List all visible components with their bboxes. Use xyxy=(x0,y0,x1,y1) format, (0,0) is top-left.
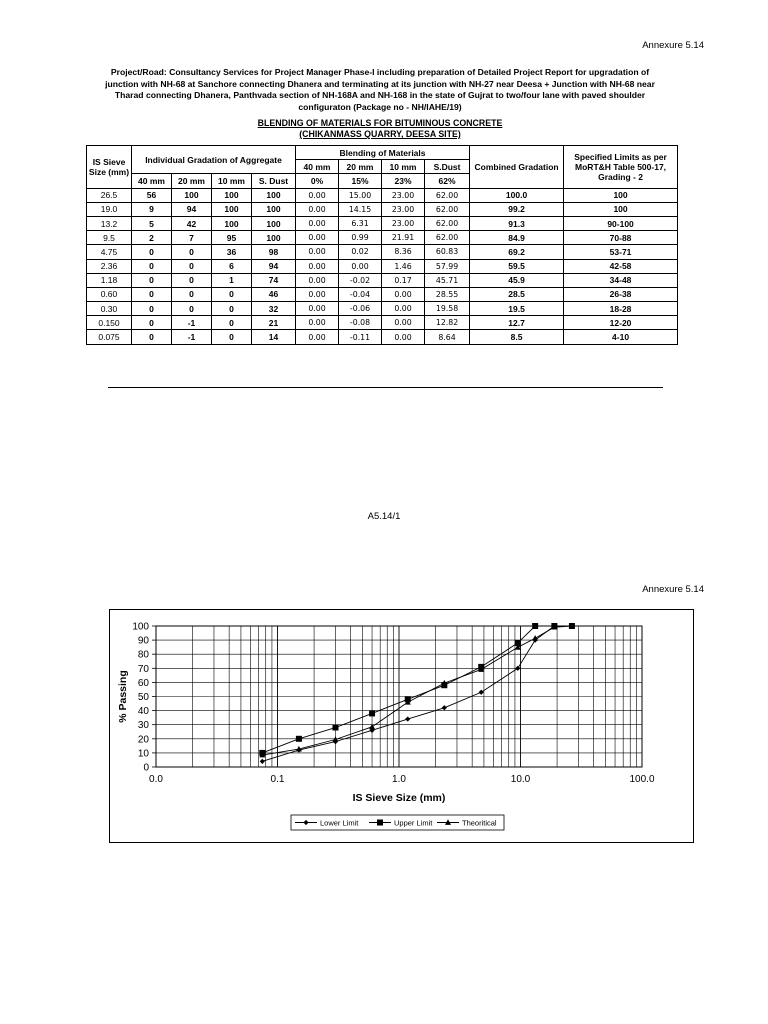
table-cell: 62.00 xyxy=(425,188,470,202)
table-cell: 5 xyxy=(132,216,172,230)
table-cell: 26-38 xyxy=(564,287,678,301)
table-cell: 0 xyxy=(132,330,172,344)
table-cell: 0 xyxy=(212,330,252,344)
table-cell: 7 xyxy=(172,231,212,245)
table-cell: 0 xyxy=(172,287,212,301)
table-cell: 69.2 xyxy=(470,245,564,259)
table-cell: 57.99 xyxy=(425,259,470,273)
table-cell: 53-71 xyxy=(564,245,678,259)
table-cell: 0.00 xyxy=(296,231,339,245)
table-cell: 0.00 xyxy=(296,188,339,202)
table-cell: 0.00 xyxy=(339,259,382,273)
table-cell: 1 xyxy=(212,273,252,287)
table-cell: -1 xyxy=(172,316,212,330)
table-row xyxy=(87,273,678,287)
table-cell: 0 xyxy=(172,302,212,316)
table-cell: 0.99 xyxy=(339,231,382,245)
gradation-chart xyxy=(109,609,694,843)
x-tick-label: 1.0 xyxy=(392,774,406,785)
table-cell: 0 xyxy=(212,287,252,301)
table-row xyxy=(87,330,678,344)
table-cell: 23.00 xyxy=(382,216,425,230)
table-cell: 100 xyxy=(564,188,678,202)
table-cell: 23.00 xyxy=(382,202,425,216)
y-axis-label: % Passing xyxy=(117,670,129,723)
table-cell: 0 xyxy=(132,287,172,301)
table-cell: 0.00 xyxy=(382,287,425,301)
table-cell: 91.3 xyxy=(470,216,564,230)
blend-sub-header: 40 mm xyxy=(296,160,339,174)
legend-marker xyxy=(377,820,383,826)
table-cell: 45.9 xyxy=(470,273,564,287)
individual-sub-header: 20 mm xyxy=(172,174,212,188)
quarry-subheading: (CHIKANMASS QUARRY, DEESA SITE) xyxy=(299,129,461,139)
individual-sub-header: 40 mm xyxy=(132,174,172,188)
individual-gradation-header: Individual Gradation of Aggregate xyxy=(132,146,296,174)
data-point xyxy=(532,623,538,629)
blend-percent-header: 15% xyxy=(339,174,382,188)
blending-header: Blending of Materials xyxy=(296,146,470,160)
table-cell: 0 xyxy=(132,245,172,259)
x-tick-label: 0.0 xyxy=(149,774,163,785)
table-cell: 0.60 xyxy=(87,287,132,301)
individual-sub-header: 10 mm xyxy=(212,174,252,188)
table-cell: 0.30 xyxy=(87,302,132,316)
table-cell: 0 xyxy=(172,273,212,287)
legend-label: Upper Limit xyxy=(394,818,433,828)
table-cell: 0 xyxy=(132,316,172,330)
table-row xyxy=(87,231,678,245)
table-cell: 0 xyxy=(212,302,252,316)
table-cell: 2.36 xyxy=(87,259,132,273)
blend-percent-header: 0% xyxy=(296,174,339,188)
table-cell: 42-58 xyxy=(564,259,678,273)
table-cell: 0.00 xyxy=(382,302,425,316)
table-cell: 100 xyxy=(252,216,296,230)
blending-heading: BLENDING OF MATERIALS FOR BITUMINOUS CONCRETE xyxy=(257,118,503,128)
y-tick-label: 50 xyxy=(137,692,149,703)
table-row xyxy=(87,302,678,316)
table-cell: 0.00 xyxy=(296,287,339,301)
table-cell: 84.9 xyxy=(470,231,564,245)
table-cell: 6 xyxy=(212,259,252,273)
table-cell: 12-20 xyxy=(564,316,678,330)
x-tick-label: 10.0 xyxy=(510,774,531,785)
annexure-label-bottom: Annexure 5.14 xyxy=(642,584,704,595)
table-cell: 0.00 xyxy=(382,316,425,330)
data-point xyxy=(515,666,520,671)
y-tick-label: 60 xyxy=(137,677,149,689)
table-row xyxy=(87,245,678,259)
table-cell: 59.5 xyxy=(470,259,564,273)
table-cell: 100 xyxy=(212,216,252,230)
blend-sub-header: 10 mm xyxy=(382,160,425,174)
table-cell: 0.00 xyxy=(296,216,339,230)
table-cell: 1.46 xyxy=(382,259,425,273)
series-line xyxy=(262,626,572,761)
table-cell: 9 xyxy=(132,202,172,216)
table-cell: 0.17 xyxy=(382,273,425,287)
blend-sub-header: S.Dust xyxy=(425,160,470,174)
table-cell: 28.55 xyxy=(425,287,470,301)
table-cell: 0.00 xyxy=(296,302,339,316)
table-cell: 62.00 xyxy=(425,202,470,216)
table-cell: 0 xyxy=(132,302,172,316)
x-tick-label: 0.1 xyxy=(270,774,285,785)
table-cell: 0.00 xyxy=(296,273,339,287)
table-cell: 98 xyxy=(252,245,296,259)
table-cell: 12.82 xyxy=(425,316,470,330)
table-row xyxy=(87,216,678,230)
table-cell: 70-88 xyxy=(564,231,678,245)
x-tick-label: 100.0 xyxy=(629,774,655,785)
x-axis-label: IS Sieve Size (mm) xyxy=(352,792,446,804)
table-cell: 21 xyxy=(252,316,296,330)
table-cell: 74 xyxy=(252,273,296,287)
data-point xyxy=(405,716,410,721)
y-tick-label: 40 xyxy=(137,706,149,718)
data-point xyxy=(332,725,338,731)
sieve-size-header: IS Sieve Size (mm) xyxy=(87,146,132,189)
y-tick-label: 80 xyxy=(137,649,149,661)
table-cell: 13.2 xyxy=(87,216,132,230)
table-cell: 100 xyxy=(564,202,678,216)
gradation-table xyxy=(86,145,678,345)
table-cell: 62.00 xyxy=(425,231,470,245)
table-cell: 14 xyxy=(252,330,296,344)
y-tick-label: 10 xyxy=(137,748,149,760)
legend-label: Theoritical xyxy=(462,818,497,828)
data-point xyxy=(296,736,302,742)
table-cell: 56 xyxy=(132,188,172,202)
individual-sub-header: S. Dust xyxy=(252,174,296,188)
table-row xyxy=(87,287,678,301)
table-cell: 2 xyxy=(132,231,172,245)
table-cell: 0.00 xyxy=(382,330,425,344)
table-row xyxy=(87,316,678,330)
table-cell: 19.0 xyxy=(87,202,132,216)
table-cell: 90-100 xyxy=(564,216,678,230)
table-cell: 23.00 xyxy=(382,188,425,202)
table-cell: 0.00 xyxy=(296,202,339,216)
blend-percent-header: 62% xyxy=(425,174,470,188)
specified-limits-header: Specified Limits as per MoRT&H Table 500-17, Grading - 2 xyxy=(564,146,678,189)
table-cell: 0.00 xyxy=(296,245,339,259)
data-point xyxy=(442,705,447,710)
blend-sub-header: 20 mm xyxy=(339,160,382,174)
table-cell: 19.58 xyxy=(425,302,470,316)
table-cell: 32 xyxy=(252,302,296,316)
table-cell: 100 xyxy=(172,188,212,202)
table-cell: 46 xyxy=(252,287,296,301)
data-point xyxy=(479,690,484,695)
table-cell: 26.5 xyxy=(87,188,132,202)
page-number: A5.14/1 xyxy=(367,511,401,522)
table-cell: 1.18 xyxy=(87,273,132,287)
table-cell: 28.5 xyxy=(470,287,564,301)
table-cell: 21.91 xyxy=(382,231,425,245)
table-cell: 100 xyxy=(212,188,252,202)
table-cell: 45.71 xyxy=(425,273,470,287)
combined-gradation-header: Combined Gradation xyxy=(470,146,564,189)
table-cell: 94 xyxy=(252,259,296,273)
table-cell: 62.00 xyxy=(425,216,470,230)
table-cell: 6.31 xyxy=(339,216,382,230)
table-cell: 8.5 xyxy=(470,330,564,344)
table-cell: 100 xyxy=(212,202,252,216)
table-cell: 0 xyxy=(132,273,172,287)
table-cell: 0 xyxy=(212,316,252,330)
table-cell: 9.5 xyxy=(87,231,132,245)
table-cell: 19.5 xyxy=(470,302,564,316)
table-cell: 0.02 xyxy=(339,245,382,259)
y-tick-label: 100 xyxy=(132,621,149,633)
data-point xyxy=(532,635,538,641)
annexure-label-top: Annexure 5.14 xyxy=(642,40,704,51)
gradation-chart-svg xyxy=(110,610,693,842)
table-cell: -0.11 xyxy=(339,330,382,344)
table-cell: 100 xyxy=(252,202,296,216)
table-cell: 0.00 xyxy=(296,316,339,330)
table-cell: 0.150 xyxy=(87,316,132,330)
table-cell: -1 xyxy=(172,330,212,344)
table-cell: 100 xyxy=(252,188,296,202)
table-cell: 4-10 xyxy=(564,330,678,344)
table-cell: 12.7 xyxy=(470,316,564,330)
table-cell: 100 xyxy=(252,231,296,245)
table-cell: 15.00 xyxy=(339,188,382,202)
table-cell: 8.36 xyxy=(382,245,425,259)
table-cell: 34-48 xyxy=(564,273,678,287)
table-cell: -0.02 xyxy=(339,273,382,287)
table-cell: -0.04 xyxy=(339,287,382,301)
series-line xyxy=(262,626,572,753)
blend-percent-header: 23% xyxy=(382,174,425,188)
y-tick-label: 70 xyxy=(137,663,149,675)
table-cell: 4.75 xyxy=(87,245,132,259)
table-cell: 95 xyxy=(212,231,252,245)
data-point xyxy=(260,759,265,764)
table-cell: 60.83 xyxy=(425,245,470,259)
y-tick-label: 0 xyxy=(143,762,149,774)
table-cell: 0.00 xyxy=(296,330,339,344)
table-row xyxy=(87,202,678,216)
table-cell: 42 xyxy=(172,216,212,230)
project-title: Project/Road: Consultancy Services for Project Manager Phase-I including preparation of Detailed Project Report for upgradation of junction with NH-68 at Sanchore connecting Dhanera and terminating at its junction with NH-27 near Deesa + Junction with NH-68 near Tharad connecting Dhanera, Panthvada section of NH-168A and NH-168 in the state of Gujrat to two/four lane with paved shoulder configuraton (Package no - NH/IAHE/19) xyxy=(105,67,655,112)
table-row xyxy=(87,259,678,273)
table-row xyxy=(87,188,678,202)
table-cell: 0 xyxy=(172,245,212,259)
table-cell: 94 xyxy=(172,202,212,216)
table-cell: 100.0 xyxy=(470,188,564,202)
table-cell: 0.00 xyxy=(296,259,339,273)
data-point xyxy=(369,710,375,716)
table-cell: 8.64 xyxy=(425,330,470,344)
y-tick-label: 20 xyxy=(137,734,149,746)
legend-label: Lower Limit xyxy=(320,818,359,828)
table-cell: 0.075 xyxy=(87,330,132,344)
table-cell: 0 xyxy=(132,259,172,273)
table-cell: -0.06 xyxy=(339,302,382,316)
separator-line xyxy=(108,387,663,388)
y-tick-label: 30 xyxy=(137,720,149,732)
table-cell: 99.2 xyxy=(470,202,564,216)
y-tick-label: 90 xyxy=(137,635,149,647)
table-cell: 0 xyxy=(172,259,212,273)
table-cell: 14.15 xyxy=(339,202,382,216)
table-cell: -0.08 xyxy=(339,316,382,330)
table-cell: 36 xyxy=(212,245,252,259)
table-cell: 18-28 xyxy=(564,302,678,316)
